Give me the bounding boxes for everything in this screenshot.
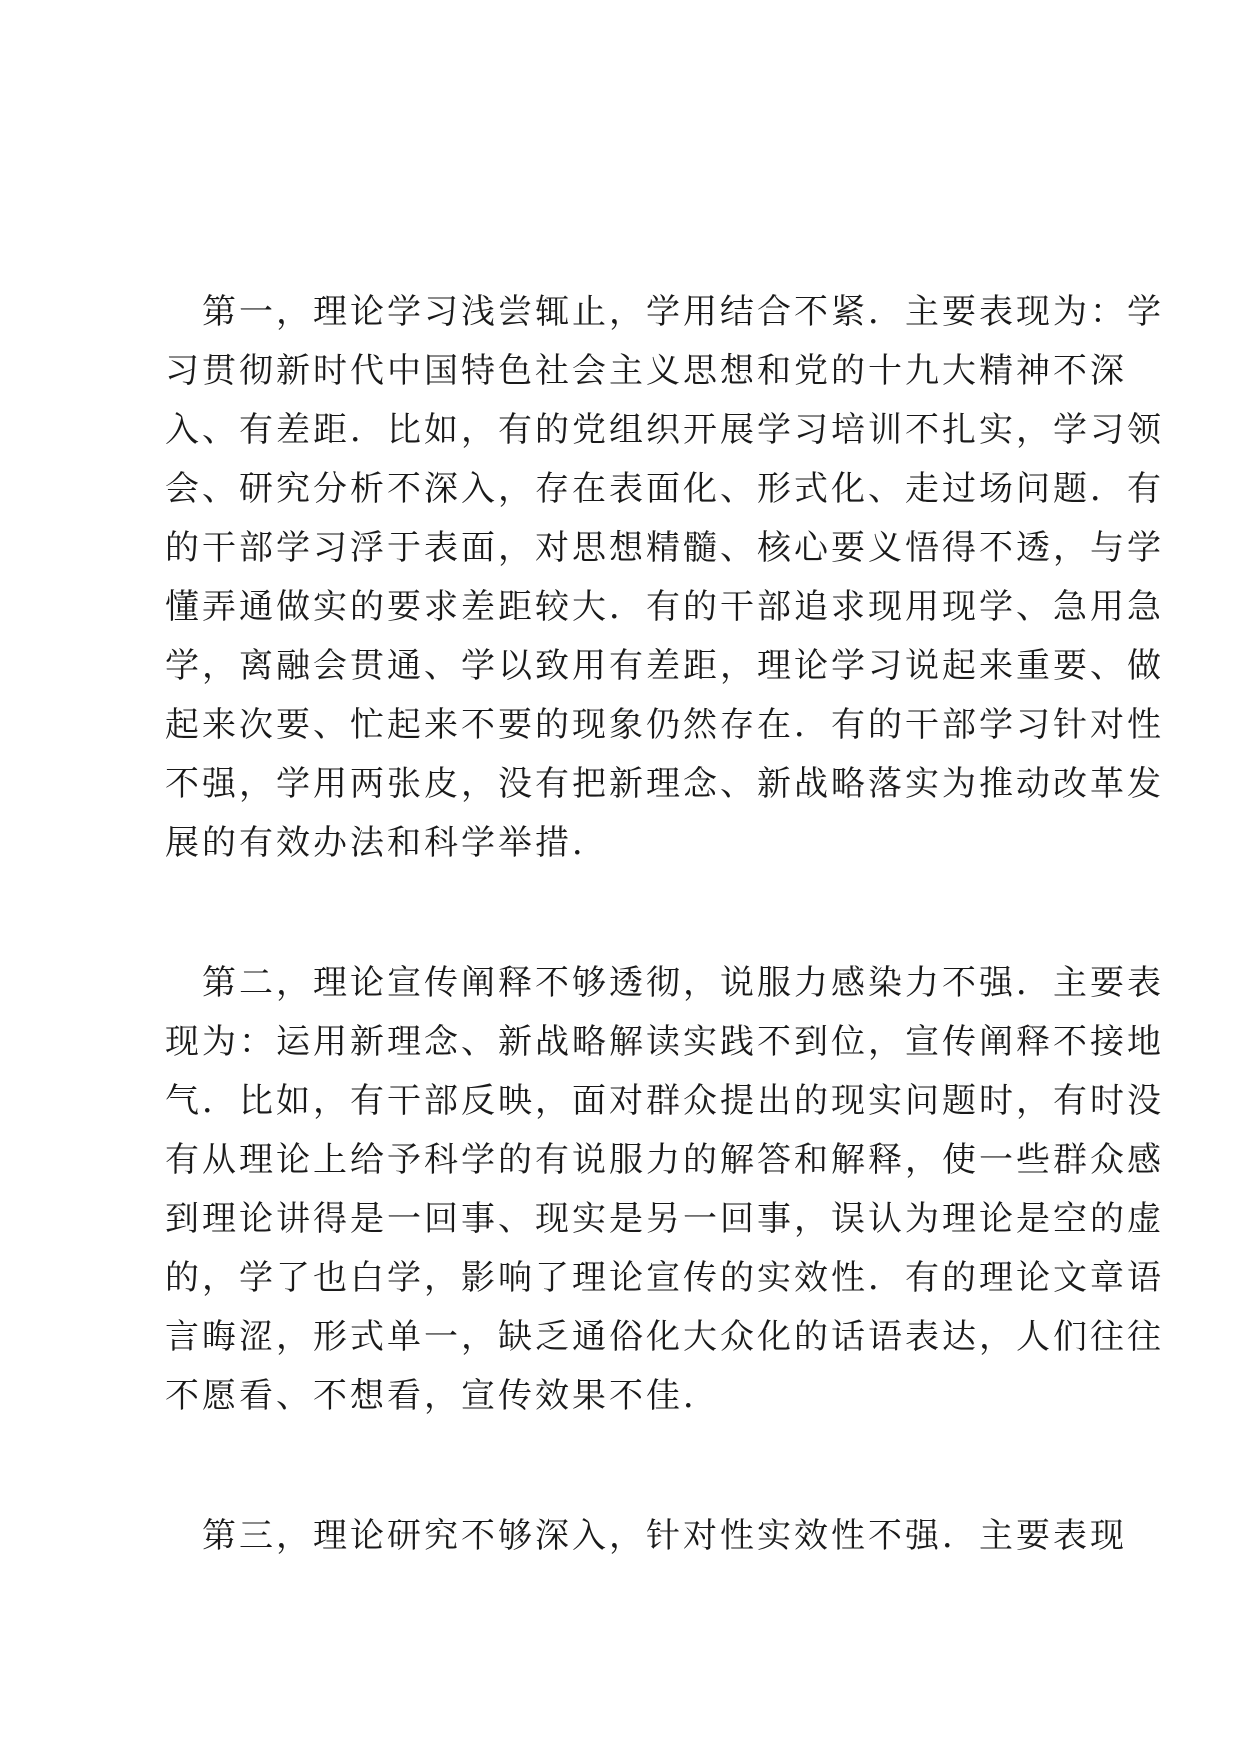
- text-line: 学，离融会贯通、学以致用有差距，理论学习说起来重要、做: [165, 646, 1164, 686]
- text-line: 第三，理论研究不够深入，针对性实效性不强．主要表现: [165, 1516, 1127, 1556]
- text-line: 的，学了也白学，影响了理论宣传的实效性．有的理论文章语: [165, 1258, 1164, 1298]
- text-line: 起来次要、忙起来不要的现象仍然存在．有的干部学习针对性: [165, 705, 1164, 745]
- text-line: 不强，学用两张皮，没有把新理念、新战略落实为推动改革发: [165, 764, 1164, 804]
- document-body: [165, 283, 1164, 1566]
- text-line: 第一，理论学习浅尝辄止，学用结合不紧．主要表现为：学: [165, 292, 1164, 332]
- text-line: 会、研究分析不深入，存在表面化、形式化、走过场问题．有: [165, 469, 1164, 509]
- text-line: 入、有差距．比如，有的党组织开展学习培训不扎实，学习领: [165, 410, 1164, 450]
- text-line: 到理论讲得是一回事、现实是另一回事，误认为理论是空的虚: [165, 1199, 1164, 1239]
- text-line: 第二，理论宣传阐释不够透彻，说服力感染力不强．主要表: [165, 963, 1164, 1003]
- text-line: 展的有效办法和科学举措．: [165, 823, 609, 863]
- text-line: 懂弄通做实的要求差距较大．有的干部追求现用现学、急用急: [165, 587, 1164, 627]
- text-line: 习贯彻新时代中国特色社会主义思想和党的十九大精神不深: [165, 351, 1127, 391]
- text-line: 有从理论上给予科学的有说服力的解答和解释，使一些群众感: [165, 1140, 1164, 1180]
- text-line: 不愿看、不想看，宣传效果不佳．: [165, 1376, 720, 1416]
- paragraph-2: [165, 954, 1164, 1426]
- text-line: 气．比如，有干部反映，面对群众提出的现实问题时，有时没: [165, 1081, 1164, 1121]
- paragraph-1: [165, 283, 1164, 873]
- text-line: 现为：运用新理念、新战略解读实践不到位，宣传阐释不接地: [165, 1022, 1164, 1062]
- text-line: 的干部学习浮于表面，对思想精髓、核心要义悟得不透，与学: [165, 528, 1164, 568]
- paragraph-3: [165, 1507, 1127, 1566]
- text-line: 言晦涩，形式单一，缺乏通俗化大众化的话语表达，人们往往: [165, 1317, 1164, 1357]
